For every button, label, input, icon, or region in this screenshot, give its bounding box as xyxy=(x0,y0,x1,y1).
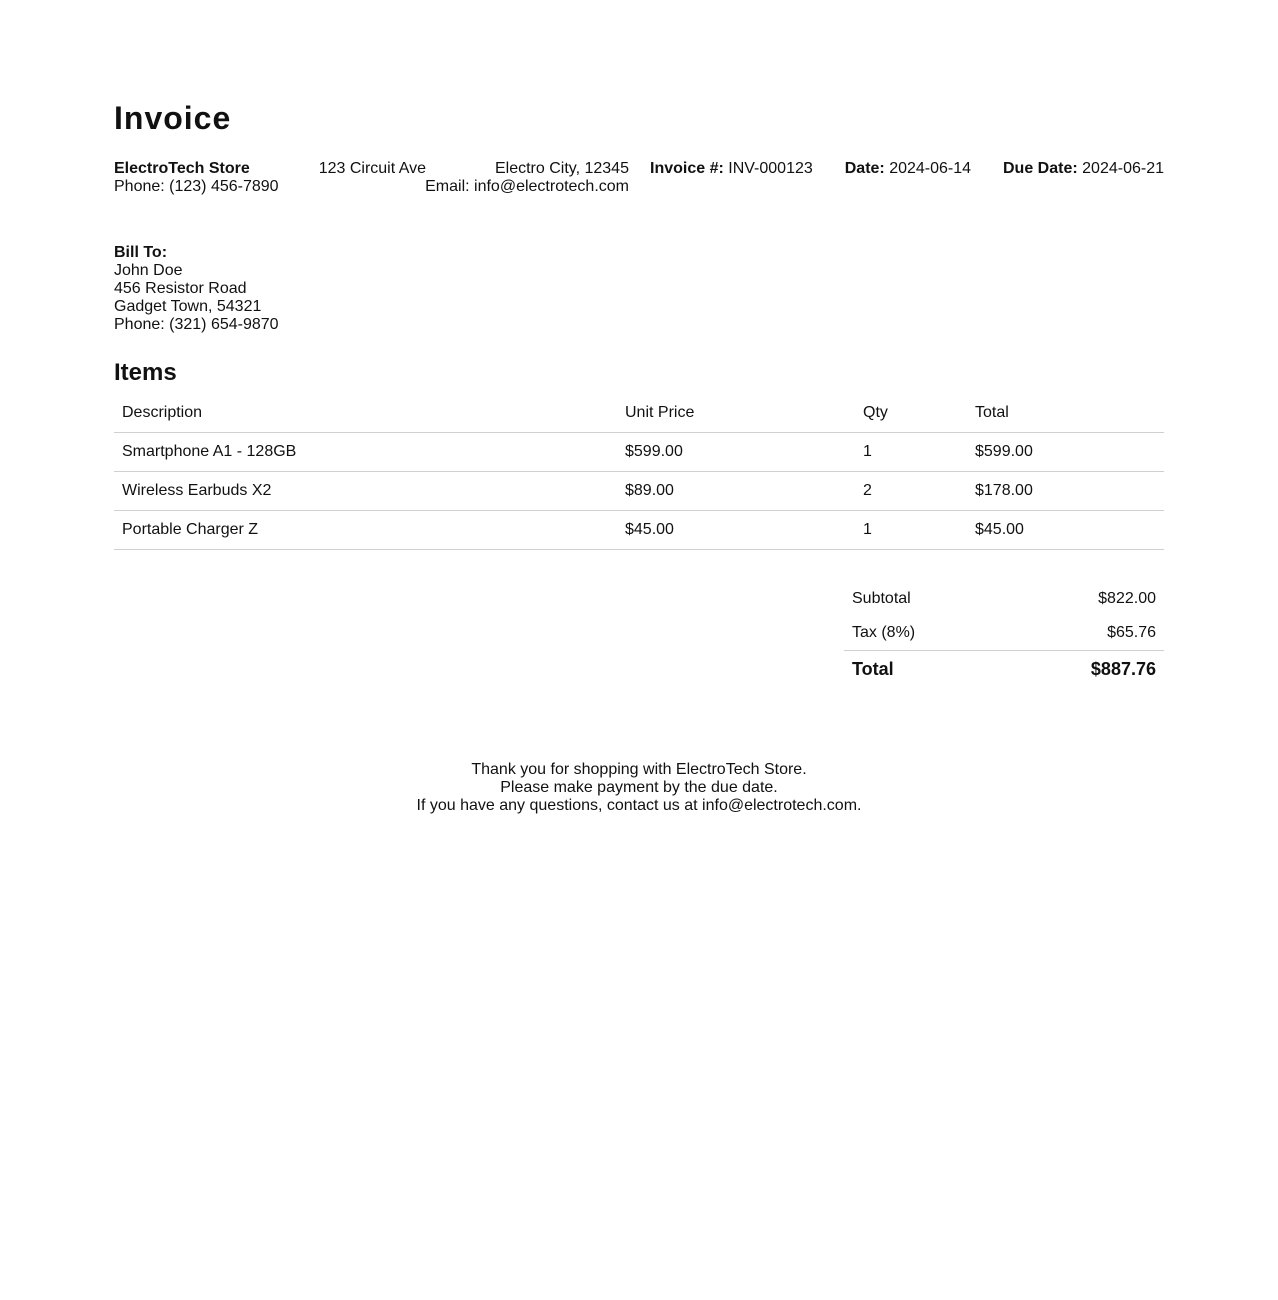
store-phone: Phone: (123) 456-7890 xyxy=(114,178,279,195)
table-row xyxy=(114,511,1164,550)
item-description: Smartphone A1 - 128GB xyxy=(114,433,617,472)
invoice-meta xyxy=(650,160,1164,178)
item-unit-price: $45.00 xyxy=(617,511,855,550)
invoice-footer xyxy=(114,761,1164,815)
column-header-total: Total xyxy=(967,394,1164,433)
invoice-date xyxy=(845,160,971,178)
item-qty: 1 xyxy=(855,433,967,472)
store-street: 123 Circuit Ave xyxy=(318,160,427,177)
grand-total-label: Total xyxy=(844,651,1002,688)
item-unit-price: $599.00 xyxy=(617,433,855,472)
invoice-header xyxy=(114,160,1164,200)
subtotal-label: Subtotal xyxy=(852,590,911,607)
subtotal-row xyxy=(844,582,1164,616)
items-header-row xyxy=(114,394,1164,433)
invoice-date-value: 2024-06-14 xyxy=(889,160,972,177)
invoice-due-date-label: Due Date: xyxy=(1003,160,1078,177)
items-table xyxy=(114,394,1164,550)
table-row xyxy=(114,433,1164,472)
subtotal-value: $822.00 xyxy=(1098,590,1156,607)
table-row xyxy=(114,472,1164,511)
invoice-due-date-value: 2024-06-21 xyxy=(1082,160,1164,177)
column-header-unit-price: Unit Price xyxy=(617,394,855,433)
column-header-description: Description xyxy=(114,394,617,433)
tax-value: $65.76 xyxy=(1107,624,1156,641)
item-qty: 1 xyxy=(855,511,967,550)
tax-label: Tax (8%) xyxy=(852,624,916,641)
footer-thanks: Thank you for shopping with ElectroTech Store. xyxy=(471,761,807,778)
store-email: Email: info@electrotech.com xyxy=(425,178,629,195)
item-total: $178.00 xyxy=(967,472,1164,511)
grand-total-value: $887.76 xyxy=(1002,651,1164,688)
tax-row xyxy=(844,616,1164,651)
footer-contact: If you have any questions, contact us at info@electrotech.com. xyxy=(416,797,862,814)
item-description: Wireless Earbuds X2 xyxy=(114,472,617,511)
footer-payment-note: Please make payment by the due date. xyxy=(500,779,778,796)
item-total: $45.00 xyxy=(967,511,1164,550)
invoice-date-label: Date: xyxy=(844,160,885,177)
totals-table xyxy=(844,582,1164,687)
item-qty: 2 xyxy=(855,472,967,511)
column-header-qty: Qty xyxy=(855,394,967,433)
bill-to-city: Gadget Town, 54321 xyxy=(114,298,262,315)
bill-to-phone: Phone: (321) 654-9870 xyxy=(114,316,279,333)
invoice-number xyxy=(650,160,813,178)
store-info xyxy=(114,160,629,196)
invoice-number-label: Invoice #: xyxy=(650,160,724,177)
bill-to-label: Bill To: xyxy=(114,244,168,261)
item-unit-price: $89.00 xyxy=(617,472,855,511)
bill-to-street: 456 Resistor Road xyxy=(114,280,247,297)
invoice-due-date xyxy=(1003,160,1164,178)
item-total: $599.00 xyxy=(967,433,1164,472)
invoice-title: Invoice xyxy=(114,100,232,136)
bill-to xyxy=(114,244,279,334)
item-description: Portable Charger Z xyxy=(114,511,617,550)
store-city: Electro City, 12345 xyxy=(494,160,629,177)
bill-to-name: John Doe xyxy=(114,262,183,279)
store-name: ElectroTech Store xyxy=(114,160,250,177)
items-heading: Items xyxy=(114,359,177,386)
invoice-number-value: INV-000123 xyxy=(728,160,813,177)
grand-total-row xyxy=(844,651,1164,688)
